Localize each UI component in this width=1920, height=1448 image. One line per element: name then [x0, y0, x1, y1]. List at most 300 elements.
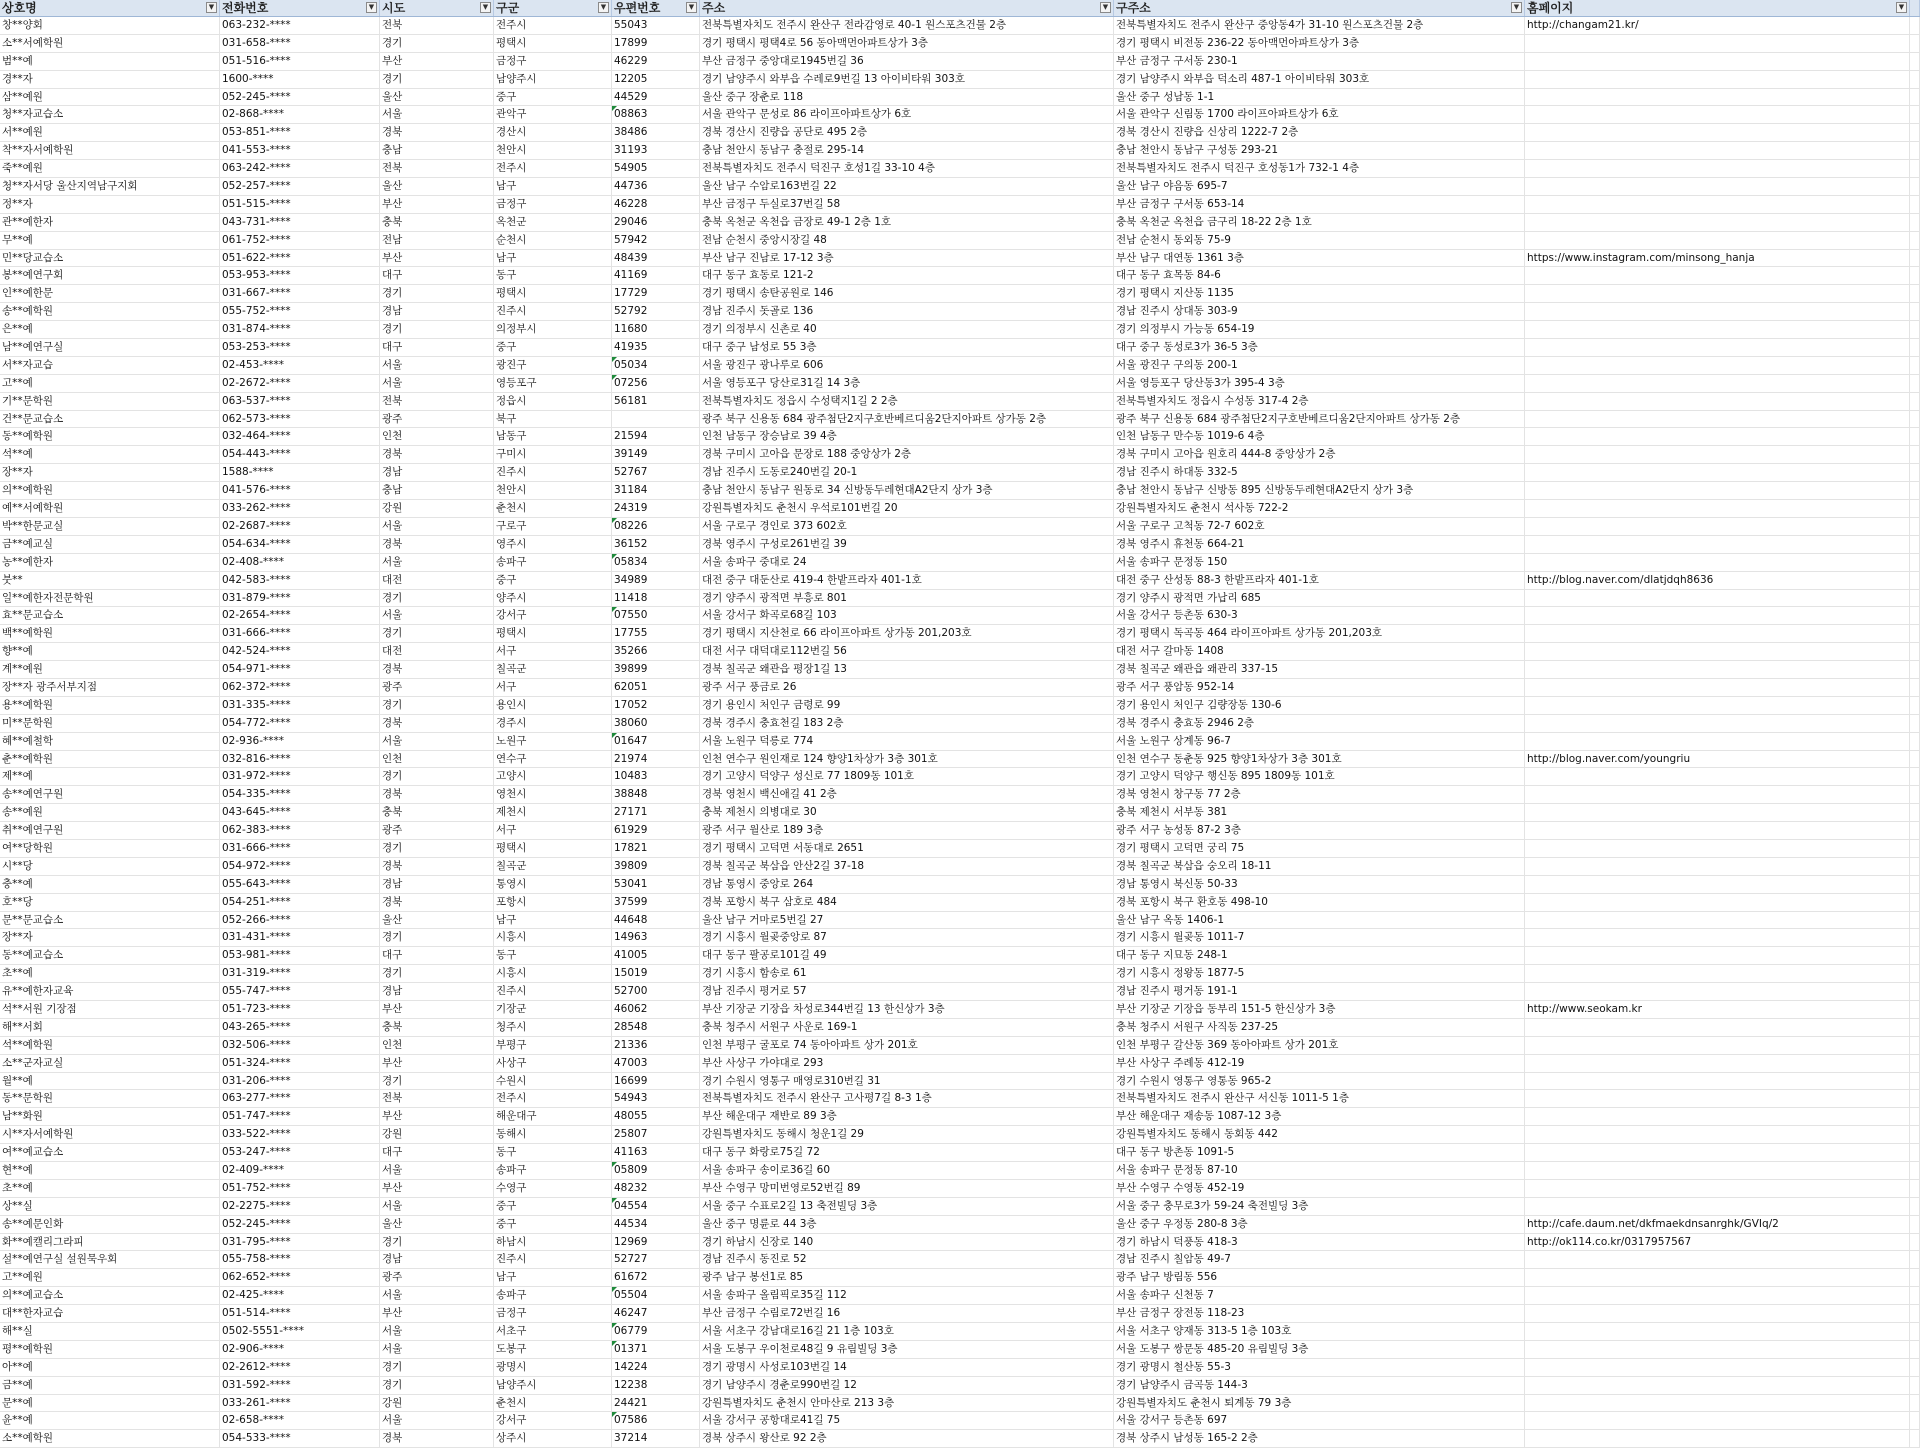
- table-cell[interactable]: 서울 송파구 중대로 24: [700, 554, 1114, 571]
- table-cell[interactable]: 남동구: [494, 428, 612, 445]
- table-cell[interactable]: 서구: [494, 822, 612, 839]
- table-cell[interactable]: 춘**예학원: [0, 751, 220, 768]
- table-cell[interactable]: 서울 영등포구 당산동3가 395-4 3층: [1114, 375, 1525, 392]
- table-cell[interactable]: 경북 칠곡군 왜관읍 왜관리 337-15: [1114, 661, 1525, 678]
- table-cell[interactable]: 남양주시: [494, 71, 612, 88]
- table-cell[interactable]: [1910, 518, 1920, 535]
- table-cell[interactable]: 영천시: [494, 786, 612, 803]
- table-cell[interactable]: [1525, 1108, 1910, 1125]
- table-cell[interactable]: 053-981-****: [220, 947, 380, 964]
- table-cell[interactable]: 진주시: [494, 464, 612, 481]
- table-cell[interactable]: 부산 남구 진남로 17-12 3층: [700, 250, 1114, 267]
- table-cell[interactable]: http://blog.naver.com/youngriu: [1525, 751, 1910, 768]
- table-cell[interactable]: 46062: [612, 1001, 700, 1018]
- table-cell[interactable]: 대구 동구 방촌동 1091-5: [1114, 1144, 1525, 1161]
- table-cell[interactable]: 대구: [380, 1144, 494, 1161]
- table-cell[interactable]: [1525, 1287, 1910, 1304]
- table-cell[interactable]: 통영시: [494, 876, 612, 893]
- table-cell[interactable]: 031-879-****: [220, 590, 380, 607]
- table-cell[interactable]: 경기 평택시 평택4로 56 동아맥먼아파트상가 3층: [700, 35, 1114, 52]
- table-cell[interactable]: 서울 광진구 구의동 200-1: [1114, 357, 1525, 374]
- table-cell[interactable]: 기**문학원: [0, 393, 220, 410]
- table-cell[interactable]: [1910, 1180, 1920, 1197]
- table-cell[interactable]: 경북 칠곡군 왜관읍 평장1길 13: [700, 661, 1114, 678]
- filter-dropdown-icon[interactable]: ▼: [1896, 2, 1907, 13]
- table-cell[interactable]: 수영구: [494, 1180, 612, 1197]
- table-cell[interactable]: 미**문학원: [0, 715, 220, 732]
- table-cell[interactable]: 경기: [380, 1234, 494, 1251]
- table-cell[interactable]: 경북 상주시 남성동 165-2 2층: [1114, 1430, 1525, 1447]
- table-cell[interactable]: 경기 시흥시 월곶동 1011-7: [1114, 929, 1525, 946]
- table-cell[interactable]: 춘천시: [494, 500, 612, 517]
- header-cell-name[interactable]: [0, 0, 220, 16]
- table-cell[interactable]: [1910, 840, 1920, 857]
- table-cell[interactable]: 전북: [380, 160, 494, 177]
- table-cell[interactable]: 장**자: [0, 464, 220, 481]
- table-cell[interactable]: [1910, 393, 1920, 410]
- table-cell[interactable]: 서울 강서구 공항대로41길 75: [700, 1412, 1114, 1429]
- table-cell[interactable]: 광주 북구 신용동 684 광주첨단2지구호반베르디움2단지아파트 상가동 2층: [1114, 411, 1525, 428]
- table-cell[interactable]: 서울 도봉구 쌍문동 485-20 유림빌딩 3층: [1114, 1341, 1525, 1358]
- table-cell[interactable]: 소**서예학원: [0, 35, 220, 52]
- table-cell[interactable]: 서울: [380, 1412, 494, 1429]
- table-cell[interactable]: 계**예원: [0, 661, 220, 678]
- table-cell[interactable]: 38486: [612, 124, 700, 141]
- table-cell[interactable]: 경남 진주시 평거로 57: [700, 983, 1114, 1000]
- table-cell[interactable]: 21974: [612, 751, 700, 768]
- table-cell[interactable]: 경북: [380, 858, 494, 875]
- table-cell[interactable]: 062-372-****: [220, 679, 380, 696]
- table-cell[interactable]: 무**예: [0, 232, 220, 249]
- table-cell[interactable]: 경**자: [0, 71, 220, 88]
- table-cell[interactable]: 062-652-****: [220, 1269, 380, 1286]
- header-cell-sido[interactable]: [380, 0, 494, 16]
- table-cell[interactable]: 02-658-****: [220, 1412, 380, 1429]
- table-cell[interactable]: [1910, 1090, 1920, 1107]
- table-cell[interactable]: 청**자교습소: [0, 106, 220, 123]
- table-cell[interactable]: 서울 중구 충무로3가 59-24 축전빌딩 3층: [1114, 1198, 1525, 1215]
- table-cell[interactable]: 1600-****: [220, 71, 380, 88]
- table-cell[interactable]: 강서구: [494, 1412, 612, 1429]
- table-cell[interactable]: 충남 천안시 동남구 신방동 895 신방동두레현대A2단지 상가 3층: [1114, 482, 1525, 499]
- table-cell[interactable]: 여**예교습소: [0, 1144, 220, 1161]
- table-cell[interactable]: 46229: [612, 53, 700, 70]
- table-cell[interactable]: 강원: [380, 1126, 494, 1143]
- table-cell[interactable]: 대구 중구 남성로 55 3층: [700, 339, 1114, 356]
- table-cell[interactable]: 노원구: [494, 733, 612, 750]
- table-cell[interactable]: 금정구: [494, 53, 612, 70]
- table-cell[interactable]: 전남 순천시 중앙시장길 48: [700, 232, 1114, 249]
- table-cell[interactable]: [1525, 715, 1910, 732]
- table-cell[interactable]: 서울: [380, 1323, 494, 1340]
- table-cell[interactable]: 서울: [380, 1341, 494, 1358]
- table-cell[interactable]: 송**예학원: [0, 303, 220, 320]
- table-cell[interactable]: 부산: [380, 196, 494, 213]
- table-cell[interactable]: 경남: [380, 303, 494, 320]
- table-cell[interactable]: 경남 통영시 중앙로 264: [700, 876, 1114, 893]
- table-cell[interactable]: [1525, 536, 1910, 553]
- table-cell[interactable]: 경기 남양주시 금곡동 144-3: [1114, 1377, 1525, 1394]
- table-cell[interactable]: 일**예한자전문학원: [0, 590, 220, 607]
- table-cell[interactable]: [1910, 411, 1920, 428]
- table-cell[interactable]: 서울 서초구 양재동 313-5 1층 103호: [1114, 1323, 1525, 1340]
- table-cell[interactable]: 동구: [494, 1144, 612, 1161]
- table-cell[interactable]: 경기 고양시 덕양구 성신로 77 1809동 101호: [700, 768, 1114, 785]
- table-cell[interactable]: 대전 중구 산성동 88-3 한밭프라자 401-1호: [1114, 572, 1525, 589]
- table-cell[interactable]: 강원특별자치도 춘천시 퇴계동 79 3층: [1114, 1395, 1525, 1412]
- table-cell[interactable]: 경기 하남시 덕풍동 418-3: [1114, 1234, 1525, 1251]
- table-cell[interactable]: 아**예: [0, 1359, 220, 1376]
- table-cell[interactable]: 울산 중구 성남동 1-1: [1114, 89, 1525, 106]
- table-cell[interactable]: 경남: [380, 1251, 494, 1268]
- table-cell[interactable]: 서울 송파구 문정동 87-10: [1114, 1162, 1525, 1179]
- table-cell[interactable]: 28548: [612, 1019, 700, 1036]
- table-cell[interactable]: 제**예: [0, 768, 220, 785]
- table-cell[interactable]: [1910, 607, 1920, 624]
- table-cell[interactable]: 38060: [612, 715, 700, 732]
- table-cell[interactable]: 경북 구미시 고아읍 원호리 444-8 중앙상가 2층: [1114, 446, 1525, 463]
- table-cell[interactable]: 051-752-****: [220, 1180, 380, 1197]
- table-cell[interactable]: [1525, 733, 1910, 750]
- table-cell[interactable]: 031-666-****: [220, 625, 380, 642]
- table-cell[interactable]: 051-747-****: [220, 1108, 380, 1125]
- table-cell[interactable]: [1525, 1090, 1910, 1107]
- table-cell[interactable]: 대**한자교습: [0, 1305, 220, 1322]
- table-cell[interactable]: 07550: [612, 607, 700, 624]
- table-cell[interactable]: 장**자: [0, 929, 220, 946]
- table-cell[interactable]: 남구: [494, 1269, 612, 1286]
- table-cell[interactable]: 부산: [380, 250, 494, 267]
- table-cell[interactable]: 천안시: [494, 142, 612, 159]
- table-cell[interactable]: 경북: [380, 446, 494, 463]
- table-cell[interactable]: [1910, 679, 1920, 696]
- table-cell[interactable]: 부산 기장군 기장읍 차성로344번길 13 한신상가 3층: [700, 1001, 1114, 1018]
- table-cell[interactable]: 031-795-****: [220, 1234, 380, 1251]
- table-cell[interactable]: 02-409-****: [220, 1162, 380, 1179]
- table-cell[interactable]: 충북: [380, 804, 494, 821]
- table-cell[interactable]: 경기 하남시 신장로 140: [700, 1234, 1114, 1251]
- table-cell[interactable]: 부산 금정구 두실로37번길 58: [700, 196, 1114, 213]
- table-cell[interactable]: 대전 서구 대덕대로112번길 56: [700, 643, 1114, 660]
- table-cell[interactable]: 서울 노원구 상계동 96-7: [1114, 733, 1525, 750]
- table-cell[interactable]: [1910, 339, 1920, 356]
- table-cell[interactable]: [1525, 947, 1910, 964]
- filter-dropdown-icon[interactable]: ▼: [480, 2, 491, 13]
- table-cell[interactable]: 전북: [380, 17, 494, 34]
- table-cell[interactable]: [1910, 1037, 1920, 1054]
- table-cell[interactable]: 충**예: [0, 876, 220, 893]
- table-cell[interactable]: [1910, 142, 1920, 159]
- table-cell[interactable]: 의정부시: [494, 321, 612, 338]
- table-cell[interactable]: 충북 옥천군 옥천읍 금구리 18-22 2층 1호: [1114, 214, 1525, 231]
- table-cell[interactable]: 충북 청주시 서원구 사직동 237-25: [1114, 1019, 1525, 1036]
- table-cell[interactable]: 0502-5551-****: [220, 1323, 380, 1340]
- table-cell[interactable]: 02-936-****: [220, 733, 380, 750]
- table-cell[interactable]: 서울 중구 수표로2길 13 축전빌딩 3층: [700, 1198, 1114, 1215]
- table-cell[interactable]: 032-464-****: [220, 428, 380, 445]
- table-cell[interactable]: 27171: [612, 804, 700, 821]
- table-cell[interactable]: 부산 기장군 기장읍 동부리 151-5 한신상가 3층: [1114, 1001, 1525, 1018]
- table-cell[interactable]: 상**실: [0, 1198, 220, 1215]
- table-cell[interactable]: 광주 서구 풍암동 952-14: [1114, 679, 1525, 696]
- table-cell[interactable]: [1525, 232, 1910, 249]
- table-cell[interactable]: 17899: [612, 35, 700, 52]
- table-cell[interactable]: [1910, 124, 1920, 141]
- table-cell[interactable]: 소**예학원: [0, 1430, 220, 1447]
- table-cell[interactable]: 서울: [380, 518, 494, 535]
- table-cell[interactable]: 강원특별자치도 춘천시 안마산로 213 3층: [700, 1395, 1114, 1412]
- table-cell[interactable]: 부산 해운대구 재반로 89 3층: [700, 1108, 1114, 1125]
- table-cell[interactable]: [1910, 321, 1920, 338]
- table-cell[interactable]: [1525, 1019, 1910, 1036]
- table-cell[interactable]: 전북: [380, 1090, 494, 1107]
- table-cell[interactable]: [1525, 1251, 1910, 1268]
- table-cell[interactable]: 기장군: [494, 1001, 612, 1018]
- table-cell[interactable]: 경기: [380, 35, 494, 52]
- table-cell[interactable]: 구로구: [494, 518, 612, 535]
- table-cell[interactable]: 인천 부평구 굴포로 74 동아아파트 상가 201호: [700, 1037, 1114, 1054]
- table-cell[interactable]: [1525, 214, 1910, 231]
- table-cell[interactable]: 경기: [380, 697, 494, 714]
- table-cell[interactable]: 석**서원 기장점: [0, 1001, 220, 1018]
- table-cell[interactable]: 경기: [380, 1359, 494, 1376]
- table-cell[interactable]: [1910, 786, 1920, 803]
- table-cell[interactable]: [1525, 1430, 1910, 1447]
- table-cell[interactable]: 충남: [380, 482, 494, 499]
- table-cell[interactable]: 경기 평택시 비전동 236-22 동아맥먼아파트상가 3층: [1114, 35, 1525, 52]
- table-cell[interactable]: 25807: [612, 1126, 700, 1143]
- table-cell[interactable]: 강원특별자치도 춘천시 석사동 722-2: [1114, 500, 1525, 517]
- table-cell[interactable]: http://cafe.daum.net/dkfmaekdnsanrghk/GVIq/2: [1525, 1216, 1910, 1233]
- table-cell[interactable]: 052-245-****: [220, 89, 380, 106]
- table-cell[interactable]: [1910, 1198, 1920, 1215]
- table-cell[interactable]: 경기 용인시 처인구 김량장동 130-6: [1114, 697, 1525, 714]
- table-cell[interactable]: 서초구: [494, 1323, 612, 1340]
- table-cell[interactable]: 칠곡군: [494, 661, 612, 678]
- table-cell[interactable]: [1525, 1377, 1910, 1394]
- table-cell[interactable]: 경남 진주시 도동로240번길 20-1: [700, 464, 1114, 481]
- table-cell[interactable]: 중구: [494, 1198, 612, 1215]
- table-cell[interactable]: 부산: [380, 1108, 494, 1125]
- table-cell[interactable]: 031-658-****: [220, 35, 380, 52]
- table-cell[interactable]: [1910, 894, 1920, 911]
- table-cell[interactable]: 설**예연구실 설원묵우회: [0, 1251, 220, 1268]
- table-cell[interactable]: 경남: [380, 876, 494, 893]
- table-cell[interactable]: 29046: [612, 214, 700, 231]
- table-cell[interactable]: 경기 남양주시 와부읍 수레로9번길 13 아이비타워 303호: [700, 71, 1114, 88]
- filter-dropdown-icon[interactable]: ▼: [598, 2, 609, 13]
- table-cell[interactable]: 남**예연구실: [0, 339, 220, 356]
- table-cell[interactable]: 경북 칠곡군 북삼읍 안산2길 37-18: [700, 858, 1114, 875]
- table-cell[interactable]: 취**예연구원: [0, 822, 220, 839]
- table-cell[interactable]: [1525, 1198, 1910, 1215]
- table-cell[interactable]: 경기 광명시 사성로103번길 14: [700, 1359, 1114, 1376]
- table-cell[interactable]: 인천: [380, 1037, 494, 1054]
- table-cell[interactable]: 14224: [612, 1359, 700, 1376]
- table-cell[interactable]: 경기 양주시 광적면 부흥로 801: [700, 590, 1114, 607]
- table-cell[interactable]: 전북특별자치도 전주시 완산구 고사평7길 8-3 1층: [700, 1090, 1114, 1107]
- table-cell[interactable]: 남**화원: [0, 1108, 220, 1125]
- table-cell[interactable]: [1910, 804, 1920, 821]
- table-cell[interactable]: 경기 시흥시 월곶중앙로 87: [700, 929, 1114, 946]
- table-cell[interactable]: 순천시: [494, 232, 612, 249]
- table-cell[interactable]: [1525, 1180, 1910, 1197]
- table-cell[interactable]: [1525, 1269, 1910, 1286]
- table-cell[interactable]: 경기 평택시 송탄공원로 146: [700, 285, 1114, 302]
- table-cell[interactable]: 서울 송파구 올림픽로35길 112: [700, 1287, 1114, 1304]
- table-cell[interactable]: 53041: [612, 876, 700, 893]
- table-cell[interactable]: 여**당학원: [0, 840, 220, 857]
- table-cell[interactable]: 055-758-****: [220, 1251, 380, 1268]
- table-cell[interactable]: 광주 서구 풍금로 26: [700, 679, 1114, 696]
- table-cell[interactable]: 대구 동구 효동로 121-2: [700, 267, 1114, 284]
- table-cell[interactable]: 남구: [494, 178, 612, 195]
- table-cell[interactable]: 예**서예학원: [0, 500, 220, 517]
- table-cell[interactable]: [1525, 625, 1910, 642]
- table-cell[interactable]: [1525, 106, 1910, 123]
- table-cell[interactable]: 서울 송파구 송이로36길 60: [700, 1162, 1114, 1179]
- table-cell[interactable]: 11418: [612, 590, 700, 607]
- table-cell[interactable]: 053-247-****: [220, 1144, 380, 1161]
- table-cell[interactable]: 대전 중구 대둔산로 419-4 한밭프라자 401-1호: [700, 572, 1114, 589]
- table-cell[interactable]: [1525, 786, 1910, 803]
- table-cell[interactable]: 건**문교습소: [0, 411, 220, 428]
- table-cell[interactable]: 포항시: [494, 894, 612, 911]
- table-cell[interactable]: http://changam21.kr/: [1525, 17, 1910, 34]
- table-cell[interactable]: 031-592-****: [220, 1377, 380, 1394]
- table-cell[interactable]: 경북 경산시 진량읍 공단로 495 2층: [700, 124, 1114, 141]
- table-cell[interactable]: 043-645-****: [220, 804, 380, 821]
- table-cell[interactable]: [1910, 1377, 1920, 1394]
- table-cell[interactable]: 경기 의정부시 신촌로 40: [700, 321, 1114, 338]
- table-cell[interactable]: 17821: [612, 840, 700, 857]
- table-cell[interactable]: [1525, 428, 1910, 445]
- table-cell[interactable]: 충북 청주시 서원구 사운로 169-1: [700, 1019, 1114, 1036]
- table-cell[interactable]: 04554: [612, 1198, 700, 1215]
- table-cell[interactable]: 경기: [380, 965, 494, 982]
- table-cell[interactable]: [1910, 876, 1920, 893]
- table-cell[interactable]: 대구 동구 효목동 84-6: [1114, 267, 1525, 284]
- table-cell[interactable]: 02-2275-****: [220, 1198, 380, 1215]
- table-cell[interactable]: 부산 수영구 망미번영로52번길 89: [700, 1180, 1114, 1197]
- table-cell[interactable]: 착**자서예학원: [0, 142, 220, 159]
- table-cell[interactable]: [1910, 1251, 1920, 1268]
- table-cell[interactable]: 관악구: [494, 106, 612, 123]
- table-cell[interactable]: [1525, 1126, 1910, 1143]
- table-cell[interactable]: 충남 천안시 동남구 원동로 34 신방동두레현대A2단지 상가 3층: [700, 482, 1114, 499]
- table-cell[interactable]: 02-868-****: [220, 106, 380, 123]
- table-cell[interactable]: http://www.seokam.kr: [1525, 1001, 1910, 1018]
- table-cell[interactable]: 063-277-****: [220, 1090, 380, 1107]
- table-cell[interactable]: 52700: [612, 983, 700, 1000]
- table-cell[interactable]: 남구: [494, 250, 612, 267]
- table-cell[interactable]: 051-516-****: [220, 53, 380, 70]
- table-cell[interactable]: 48055: [612, 1108, 700, 1125]
- table-cell[interactable]: 46247: [612, 1305, 700, 1322]
- table-cell[interactable]: 08226: [612, 518, 700, 535]
- table-cell[interactable]: 전북특별자치도 정읍시 수성동 317-4 2층: [1114, 393, 1525, 410]
- table-cell[interactable]: [1525, 1412, 1910, 1429]
- table-cell[interactable]: 경남 진주시 동진로 52: [700, 1251, 1114, 1268]
- table-cell[interactable]: 02-2672-****: [220, 375, 380, 392]
- table-cell[interactable]: [1910, 250, 1920, 267]
- table-cell[interactable]: 광주 남구 방림동 556: [1114, 1269, 1525, 1286]
- table-cell[interactable]: 44534: [612, 1216, 700, 1233]
- table-cell[interactable]: [1525, 912, 1910, 929]
- table-cell[interactable]: 경기: [380, 768, 494, 785]
- table-cell[interactable]: [1910, 1073, 1920, 1090]
- table-cell[interactable]: [1525, 35, 1910, 52]
- table-cell[interactable]: 평택시: [494, 285, 612, 302]
- table-cell[interactable]: [1525, 124, 1910, 141]
- table-cell[interactable]: 북구: [494, 411, 612, 428]
- table-cell[interactable]: 청**자서당 울산지역남구지회: [0, 178, 220, 195]
- table-cell[interactable]: [1910, 285, 1920, 302]
- table-cell[interactable]: 24319: [612, 500, 700, 517]
- table-cell[interactable]: 033-262-****: [220, 500, 380, 517]
- table-cell[interactable]: https://www.instagram.com/minsong_hanja: [1525, 250, 1910, 267]
- table-cell[interactable]: 동**예교습소: [0, 947, 220, 964]
- table-cell[interactable]: 10483: [612, 768, 700, 785]
- table-cell[interactable]: [1525, 1073, 1910, 1090]
- table-cell[interactable]: 12238: [612, 1377, 700, 1394]
- table-cell[interactable]: [1910, 178, 1920, 195]
- table-cell[interactable]: 남양주시: [494, 1377, 612, 1394]
- table-cell[interactable]: 05809: [612, 1162, 700, 1179]
- table-cell[interactable]: 경북: [380, 715, 494, 732]
- table-cell[interactable]: 부산 해운대구 재송동 1087-12 3층: [1114, 1108, 1525, 1125]
- table-cell[interactable]: 전북: [380, 393, 494, 410]
- table-cell[interactable]: 진주시: [494, 1251, 612, 1268]
- table-cell[interactable]: [1910, 53, 1920, 70]
- table-cell[interactable]: 41163: [612, 1144, 700, 1161]
- table-cell[interactable]: 02-408-****: [220, 554, 380, 571]
- table-cell[interactable]: 전주시: [494, 17, 612, 34]
- table-cell[interactable]: 경기 평택시 고덕면 궁리 75: [1114, 840, 1525, 857]
- table-cell[interactable]: [1525, 840, 1910, 857]
- table-cell[interactable]: [1525, 285, 1910, 302]
- table-cell[interactable]: 울산 중구 장춘로 118: [700, 89, 1114, 106]
- table-cell[interactable]: [1910, 160, 1920, 177]
- table-cell[interactable]: [1525, 1395, 1910, 1412]
- table-cell[interactable]: 경남: [380, 464, 494, 481]
- table-cell[interactable]: 송**예연구원: [0, 786, 220, 803]
- table-cell[interactable]: 문**문교습소: [0, 912, 220, 929]
- table-cell[interactable]: [1525, 339, 1910, 356]
- table-cell[interactable]: 광주: [380, 822, 494, 839]
- table-cell[interactable]: 대구 중구 동성로3가 36-5 3층: [1114, 339, 1525, 356]
- table-cell[interactable]: 송**예문인화: [0, 1216, 220, 1233]
- table-cell[interactable]: 광주: [380, 1269, 494, 1286]
- table-cell[interactable]: 02-425-****: [220, 1287, 380, 1304]
- table-cell[interactable]: 54943: [612, 1090, 700, 1107]
- table-cell[interactable]: 백**예학원: [0, 625, 220, 642]
- table-cell[interactable]: 경북 상주시 왕산로 92 2층: [700, 1430, 1114, 1447]
- table-cell[interactable]: [1910, 947, 1920, 964]
- table-cell[interactable]: 042-524-****: [220, 643, 380, 660]
- table-cell[interactable]: [1525, 500, 1910, 517]
- table-cell[interactable]: 경북: [380, 786, 494, 803]
- table-cell[interactable]: 울산: [380, 89, 494, 106]
- table-cell[interactable]: [1910, 446, 1920, 463]
- table-cell[interactable]: 52727: [612, 1251, 700, 1268]
- table-cell[interactable]: 서울 도봉구 우이천로48길 9 유림빌딩 3층: [700, 1341, 1114, 1358]
- table-cell[interactable]: 경기 고양시 덕양구 행신동 895 1809동 101호: [1114, 768, 1525, 785]
- table-cell[interactable]: 041-576-****: [220, 482, 380, 499]
- table-cell[interactable]: 21594: [612, 428, 700, 445]
- table-cell[interactable]: 서구: [494, 679, 612, 696]
- table-cell[interactable]: 충북: [380, 1019, 494, 1036]
